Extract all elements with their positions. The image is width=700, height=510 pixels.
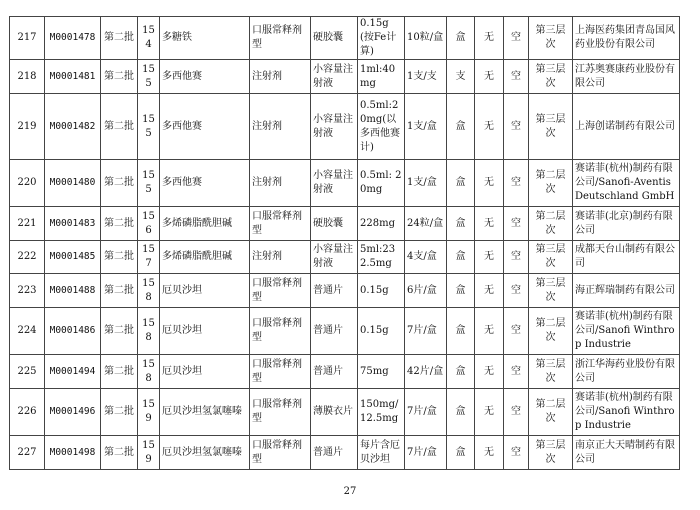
specification-cell: 150mg/12.5mg [358, 389, 405, 436]
flag-1-cell: 无 [475, 94, 504, 160]
flag-1-cell: 无 [475, 241, 504, 274]
unit-cell: 支 [447, 60, 475, 94]
flag-1-cell: 无 [475, 160, 504, 207]
flag-1-cell: 无 [475, 207, 504, 241]
generic-name-cell: 厄贝沙坦 [160, 355, 250, 389]
level-cell: 第三层次 [529, 355, 573, 389]
dosage-form-cell: 口服常释剂型 [250, 207, 311, 241]
generic-name-cell: 厄贝沙坦氢氯噻嗪 [160, 436, 250, 470]
generic-name-cell: 多糖铁 [160, 17, 250, 60]
batch-cell: 第二批 [101, 389, 138, 436]
flag-1-cell: 无 [475, 60, 504, 94]
dosage-form-cell: 口服常释剂型 [250, 355, 311, 389]
generic-name-cell: 厄贝沙坦氢氯噻嗪 [160, 389, 250, 436]
batch-cell: 第二批 [101, 436, 138, 470]
packaging-cell: 4支/盒 [405, 241, 447, 274]
row-number-cell: 220 [10, 160, 45, 207]
unit-cell: 盒 [447, 436, 475, 470]
flag-1-cell: 无 [475, 389, 504, 436]
flag-2-cell: 空 [504, 355, 529, 389]
unit-cell: 盒 [447, 94, 475, 160]
dosage-form-cell: 注射剂 [250, 160, 311, 207]
unit-cell: 盒 [447, 17, 475, 60]
level-cell: 第三层次 [529, 17, 573, 60]
catalog-seq-cell: 155 [138, 160, 160, 207]
flag-2-cell: 空 [504, 389, 529, 436]
dosage-form-cell: 口服常释剂型 [250, 274, 311, 308]
generic-name-cell: 多烯磷脂酰胆碱 [160, 207, 250, 241]
catalog-seq-cell: 159 [138, 389, 160, 436]
manufacturer-cell: 浙江华海药业股份有限公司 [573, 355, 680, 389]
manufacturer-cell: 上海医药集团青岛国风药业股份有限公司 [573, 17, 680, 60]
drug-code-cell: M0001496 [45, 389, 101, 436]
row-number-cell: 219 [10, 94, 45, 160]
specification-cell: 0.5ml:20mg(以多西他赛计) [358, 94, 405, 160]
unit-cell: 盒 [447, 274, 475, 308]
batch-cell: 第二批 [101, 17, 138, 60]
unit-cell: 盒 [447, 308, 475, 355]
row-number-cell: 225 [10, 355, 45, 389]
table-row [10, 436, 680, 470]
flag-1-cell: 无 [475, 17, 504, 60]
manufacturer-cell: 江苏奥赛康药业股份有限公司 [573, 60, 680, 94]
drug-code-cell: M0001486 [45, 308, 101, 355]
actual-form-cell: 普通片 [311, 274, 358, 308]
manufacturer-cell: 赛诺菲(杭州)制药有限公司/Sanofi Winthrop Industrie [573, 308, 680, 355]
catalog-seq-cell: 158 [138, 355, 160, 389]
catalog-seq-cell: 155 [138, 60, 160, 94]
dosage-form-cell: 口服常释剂型 [250, 436, 311, 470]
actual-form-cell: 普通片 [311, 308, 358, 355]
flag-1-cell: 无 [475, 274, 504, 308]
row-number-cell: 218 [10, 60, 45, 94]
generic-name-cell: 多西他赛 [160, 60, 250, 94]
batch-cell: 第二批 [101, 355, 138, 389]
manufacturer-cell: 上海创诺制药有限公司 [573, 94, 680, 160]
actual-form-cell: 普通片 [311, 436, 358, 470]
drug-code-cell: M0001482 [45, 94, 101, 160]
packaging-cell: 24粒/盒 [405, 207, 447, 241]
drug-code-cell: M0001483 [45, 207, 101, 241]
catalog-seq-cell: 157 [138, 241, 160, 274]
table-row [10, 207, 680, 241]
catalog-seq-cell: 155 [138, 94, 160, 160]
catalog-seq-cell: 158 [138, 274, 160, 308]
unit-cell: 盒 [447, 389, 475, 436]
drug-code-cell: M0001485 [45, 241, 101, 274]
packaging-cell: 1支/盒 [405, 160, 447, 207]
drug-code-cell: M0001494 [45, 355, 101, 389]
specification-cell: 0.15g [358, 274, 405, 308]
level-cell: 第三层次 [529, 436, 573, 470]
generic-name-cell: 多西他赛 [160, 94, 250, 160]
level-cell: 第三层次 [529, 94, 573, 160]
generic-name-cell: 厄贝沙坦 [160, 274, 250, 308]
table-row [10, 355, 680, 389]
row-number-cell: 217 [10, 17, 45, 60]
manufacturer-cell: 南京正大天晴制药有限公司 [573, 436, 680, 470]
flag-2-cell: 空 [504, 308, 529, 355]
unit-cell: 盒 [447, 241, 475, 274]
specification-cell: 每片含厄贝沙坦 [358, 436, 405, 470]
dosage-form-cell: 口服常释剂型 [250, 389, 311, 436]
drug-code-cell: M0001480 [45, 160, 101, 207]
manufacturer-cell: 海正辉瑞制药有限公司 [573, 274, 680, 308]
actual-form-cell: 小容量注射液 [311, 60, 358, 94]
level-cell: 第二层次 [529, 308, 573, 355]
flag-2-cell: 空 [504, 207, 529, 241]
catalog-seq-cell: 158 [138, 308, 160, 355]
dosage-form-cell: 注射剂 [250, 241, 311, 274]
flag-2-cell: 空 [504, 60, 529, 94]
table-row [10, 160, 680, 207]
page-number: 27 [343, 486, 357, 497]
packaging-cell: 42片/盒 [405, 355, 447, 389]
specification-cell: 228mg [358, 207, 405, 241]
packaging-cell: 6片/盒 [405, 274, 447, 308]
manufacturer-cell: 成都天台山制药有限公司 [573, 241, 680, 274]
row-number-cell: 226 [10, 389, 45, 436]
generic-name-cell: 多烯磷脂酰胆碱 [160, 241, 250, 274]
catalog-seq-cell: 156 [138, 207, 160, 241]
flag-2-cell: 空 [504, 241, 529, 274]
packaging-cell: 7片/盒 [405, 389, 447, 436]
packaging-cell: 7片/盒 [405, 308, 447, 355]
batch-cell: 第二批 [101, 160, 138, 207]
level-cell: 第三层次 [529, 274, 573, 308]
drug-code-cell: M0001488 [45, 274, 101, 308]
flag-1-cell: 无 [475, 355, 504, 389]
unit-cell: 盒 [447, 355, 475, 389]
level-cell: 第三层次 [529, 60, 573, 94]
level-cell: 第二层次 [529, 207, 573, 241]
batch-cell: 第二批 [101, 60, 138, 94]
specification-cell: 0.15g [358, 308, 405, 355]
level-cell: 第二层次 [529, 389, 573, 436]
row-number-cell: 223 [10, 274, 45, 308]
flag-1-cell: 无 [475, 436, 504, 470]
drug-code-cell: M0001478 [45, 17, 101, 60]
table-row [10, 389, 680, 436]
catalog-seq-cell: 159 [138, 436, 160, 470]
table-row [10, 60, 680, 94]
flag-2-cell: 空 [504, 274, 529, 308]
specification-cell: 5ml:232.5mg [358, 241, 405, 274]
packaging-cell: 10粒/盒 [405, 17, 447, 60]
drug-code-cell: M0001481 [45, 60, 101, 94]
batch-cell: 第二批 [101, 308, 138, 355]
actual-form-cell: 硬胶囊 [311, 207, 358, 241]
specification-cell: 75mg [358, 355, 405, 389]
flag-2-cell: 空 [504, 436, 529, 470]
drug-code-cell: M0001498 [45, 436, 101, 470]
specification-cell: 0.5ml: 20mg [358, 160, 405, 207]
actual-form-cell: 小容量注射液 [311, 94, 358, 160]
manufacturer-cell: 赛诺菲(北京)制药有限公司 [573, 207, 680, 241]
row-number-cell: 221 [10, 207, 45, 241]
level-cell: 第三层次 [529, 241, 573, 274]
table-row [10, 17, 680, 60]
manufacturer-cell: 赛诺菲(杭州)制药有限公司/Sanofi-Aventis Deutschland GmbH [573, 160, 680, 207]
manufacturer-cell: 赛诺菲(杭州)制药有限公司/Sanofi Winthrop Industrie [573, 389, 680, 436]
dosage-form-cell: 口服常释剂型 [250, 308, 311, 355]
unit-cell: 盒 [447, 160, 475, 207]
batch-cell: 第二批 [101, 241, 138, 274]
unit-cell: 盒 [447, 207, 475, 241]
packaging-cell: 1支/盒 [405, 94, 447, 160]
dosage-form-cell: 注射剂 [250, 94, 311, 160]
dosage-form-cell: 口服常释剂型 [250, 17, 311, 60]
packaging-cell: 7片/盒 [405, 436, 447, 470]
row-number-cell: 222 [10, 241, 45, 274]
row-number-cell: 224 [10, 308, 45, 355]
drug-table [9, 16, 680, 470]
specification-cell: 1ml:40mg [358, 60, 405, 94]
batch-cell: 第二批 [101, 274, 138, 308]
generic-name-cell: 多西他赛 [160, 160, 250, 207]
specification-cell: 0.15g(按Fe计算) [358, 17, 405, 60]
flag-2-cell: 空 [504, 94, 529, 160]
dosage-form-cell: 注射剂 [250, 60, 311, 94]
batch-cell: 第二批 [101, 94, 138, 160]
table-row [10, 241, 680, 274]
table-row [10, 94, 680, 160]
flag-1-cell: 无 [475, 308, 504, 355]
generic-name-cell: 厄贝沙坦 [160, 308, 250, 355]
table-row [10, 308, 680, 355]
catalog-seq-cell: 154 [138, 17, 160, 60]
packaging-cell: 1支/支 [405, 60, 447, 94]
level-cell: 第二层次 [529, 160, 573, 207]
actual-form-cell: 小容量注射液 [311, 241, 358, 274]
batch-cell: 第二批 [101, 207, 138, 241]
table-row [10, 274, 680, 308]
actual-form-cell: 薄膜衣片 [311, 389, 358, 436]
actual-form-cell: 小容量注射液 [311, 160, 358, 207]
row-number-cell: 227 [10, 436, 45, 470]
actual-form-cell: 普通片 [311, 355, 358, 389]
flag-2-cell: 空 [504, 160, 529, 207]
actual-form-cell: 硬胶囊 [311, 17, 358, 60]
flag-2-cell: 空 [504, 17, 529, 60]
